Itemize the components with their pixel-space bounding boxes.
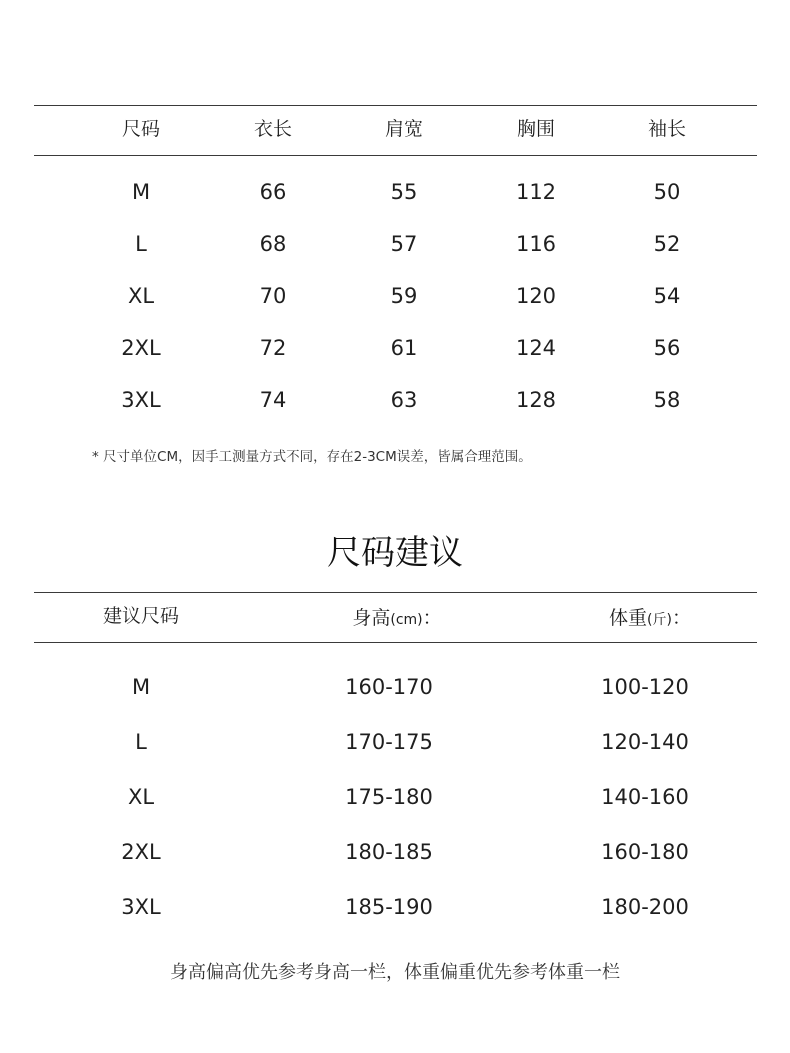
chest-cell: 112 — [515, 180, 557, 204]
rec-height-cell: 180-185 — [345, 840, 433, 864]
recommendation-footer: 身高偏高优先参考身高一栏，体重偏重优先参考体重一栏 — [170, 962, 620, 983]
sleeve-cell: 54 — [653, 284, 681, 308]
header-height-unit: (cm) — [390, 612, 423, 628]
size-cell: 3XL — [121, 388, 161, 412]
sleeve-cell: 56 — [653, 336, 681, 360]
header-sleeve: 袖长 — [647, 118, 687, 140]
size-chart-header-rule — [34, 155, 757, 156]
rec-weight-cell: 180-200 — [601, 895, 689, 919]
measurement-note: * 尺寸单位CM，因手工测量方式不同，存在2-3CM误差，皆属合理范围。 — [92, 449, 532, 465]
shoulder-cell: 57 — [390, 232, 418, 256]
header-size: 尺码 — [121, 118, 161, 140]
shoulder-cell: 59 — [390, 284, 418, 308]
header-shoulder: 肩宽 — [384, 118, 424, 140]
size-cell: 2XL — [121, 336, 161, 360]
rec-weight-cell: 140-160 — [601, 785, 689, 809]
recommendation-header-rule — [34, 642, 757, 643]
length-cell: 68 — [259, 232, 287, 256]
header-height-label: 身高 — [352, 607, 391, 629]
rec-height-cell: 170-175 — [345, 730, 433, 754]
rec-height-cell: 185-190 — [345, 895, 433, 919]
header-chest: 胸围 — [516, 118, 556, 140]
rec-size-cell: XL — [127, 785, 155, 809]
header-recommended-size: 建议尺码 — [102, 605, 180, 627]
recommendation-title: 尺码建议 — [327, 533, 463, 573]
rec-height-cell: 160-170 — [345, 675, 433, 699]
size-cell: L — [135, 232, 147, 256]
chest-cell: 124 — [515, 336, 557, 360]
chest-cell: 120 — [515, 284, 557, 308]
chest-cell: 116 — [515, 232, 557, 256]
header-weight — [609, 609, 691, 628]
size-cell: M — [131, 180, 151, 204]
header-weight-label: 体重 — [609, 607, 648, 629]
sleeve-cell: 50 — [653, 180, 681, 204]
header-height — [352, 609, 441, 628]
chest-cell: 128 — [515, 388, 557, 412]
rec-weight-cell: 100-120 — [601, 675, 689, 699]
header-length: 衣长 — [253, 118, 293, 140]
rec-size-cell: M — [131, 675, 151, 699]
rec-height-cell: 175-180 — [345, 785, 433, 809]
shoulder-cell: 63 — [390, 388, 418, 412]
length-cell: 70 — [259, 284, 287, 308]
size-chart-top-rule — [34, 105, 757, 106]
rec-size-cell: 3XL — [121, 895, 161, 919]
header-height-colon: ： — [422, 607, 442, 629]
header-weight-unit: (斤) — [647, 612, 672, 628]
shoulder-cell: 55 — [390, 180, 418, 204]
rec-weight-cell: 160-180 — [601, 840, 689, 864]
sleeve-cell: 52 — [653, 232, 681, 256]
size-cell: XL — [127, 284, 155, 308]
shoulder-cell: 61 — [390, 336, 418, 360]
rec-size-cell: 2XL — [121, 840, 161, 864]
length-cell: 66 — [259, 180, 287, 204]
sleeve-cell: 58 — [653, 388, 681, 412]
header-weight-colon: ： — [671, 607, 691, 629]
rec-weight-cell: 120-140 — [601, 730, 689, 754]
rec-size-cell: L — [135, 730, 147, 754]
recommendation-top-rule — [34, 592, 757, 593]
length-cell: 74 — [259, 388, 287, 412]
length-cell: 72 — [259, 336, 287, 360]
